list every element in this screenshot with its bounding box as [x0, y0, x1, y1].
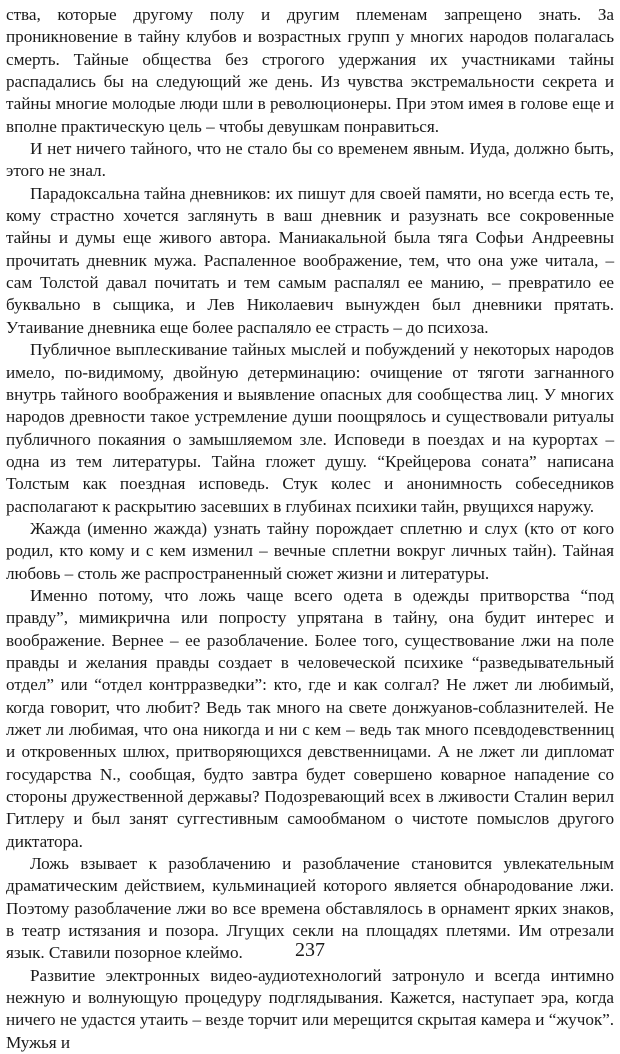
paragraph-5: Жажда (именно жажда) узнать тайну порождает сплетню и слух (кто от кого родил, кто кому и с кем изменил – вечные сплетни вокруг личных тайн). Тайная любовь – столь же распространенный сюжет жизни и литературы. [6, 518, 614, 583]
paragraph-6: Именно потому, что ложь чаще всего одета в одежды притворства “под правду”, мимикрична или попросту упрятана в тайну, она будит интерес и воображение. Вернее – ее разоблачение. Более того, существование лжи на поле правды и желания правды создает в человеческой психике “разведывательный отдел” или “отдел контрразведки”: кто, где и как солгал? Не лжет ли любимый, когда говорит, что любит? Ведь так много на свете донжуанов-соблазнителей. Не лжет ли любимая, что она никогда и ни с кем – ведь так много псевдодевственниц и откровенных шлюх, притворяющихся девственницами. А не лжет ли дипломат государства N., сообщая, будто завтра будет совершено коварное нападение со стороны дружественной державы? Подозревающий всех в лживости Сталин верил Гитлеру и был занят суггестивным самообманом о чистоте помыслов другого диктатора. [6, 585, 614, 851]
paragraph-4: Публичное выплескивание тайных мыслей и побуждений у некоторых народов имело, по-видимому, двойную детерминацию: очищение от тяготи загнанного внутрь тайного воображения и выявление опасных для сообщества лиц. У многих народов древности такое устремление души поощрялось и существовали ритуалы публичного покаяния о замышляемом зле. Исповеди в поездах и на курортах – одна из тем литературы. Тайна гложет душу. “Крейцерова соната” написана Толстым как поездная исповедь. Стук колес и анонимность собеседников располагают к раскрытию засевших в глубинах психики тайн, рвущихся наружу. [6, 340, 614, 516]
paragraph-7: Ложь взывает к разоблачению и разоблачение становится увлекательным драматическим действием, кульминацией которого является обнародование лжи. Поэтому разоблачение лжи во все времена обставлялось в орнамент ярких знаков, в театр истязания и позора. Лгущих секли на площадях плетями. Им отрезали язык. Ставили позорное клеймо. [6, 854, 614, 963]
paragraph-2: И нет ничего тайного, что не стало бы со временем явным. Иуда, должно быть, этого не знал. [6, 139, 614, 181]
paragraph-3: Парадоксальна тайна дневников: их пишут для своей памяти, но всегда есть те, кому страстно хочется заглянуть в ваш дневник и разузнать все сокровенные тайны и думы еще живого автора. Маниакальной была тяга Софьи Андреевны прочитать дневник мужа. Распаленное воображение, тем, что она уже читала, – сам Толстой давал почитать и тем самым распалял ее манию, – превратило ее буквально в сыщика, и Лев Николаевич вынужден был дневники прятать. Утаивание дневника еще более распаляло ее страсть – до психоза. [6, 183, 614, 337]
paragraph-1: ства, которые другому полу и другим племенам запрещено знать. За проникновение в тайну клубов и возрастных групп у многих народов полагалась смерть. Тайные общества без строгого удержания их участниками тайны распадались бы на следующий же день. Из чувства экстремальности секрета и тайны многие молодые люди шли в революционеры. При этом имея в голове еще и вполне практическую цель – чтобы девушкам понравиться. [6, 5, 614, 136]
body-text [6, 4, 614, 1054]
page-number: 237 [295, 939, 325, 961]
paragraph-8: Развитие электронных видео-аудиотехнологий затронуло и всегда интимно нежную и волнующую процедуру подглядывания. Кажется, наступает эра, когда ничего не удастся утаить – везде торчит или мерещится скрытая камера и “жучок”. Мужья и [6, 965, 614, 1052]
